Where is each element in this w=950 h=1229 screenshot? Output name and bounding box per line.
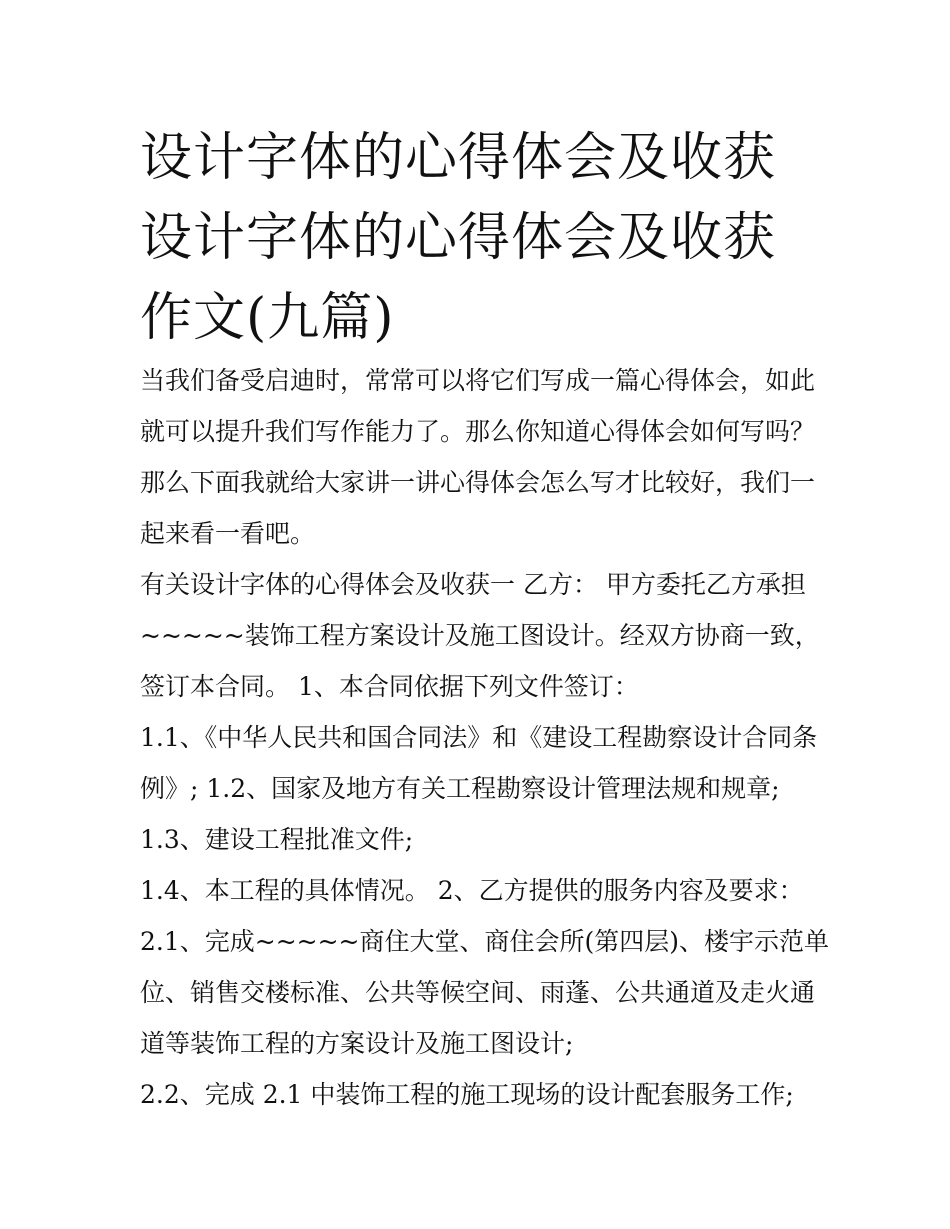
paragraph-clause-2-2: 2.2、完成 2.1 中装饰工程的施工现场的设计配套服务工作; bbox=[140, 1080, 794, 1109]
paragraph-clause-1-1: 1.1、《中华人民共和国合同法》和《建设工程勘察设计合同条例》; 1.2、国家及地方有关工程勘察设计管理法规和规章; bbox=[140, 723, 818, 803]
paragraph-clause-2-1: 2.1、完成~~~~~商住大堂、商住会所(第四层)、楼宇示范单位、销售交楼标准、公共等候空间、雨蓬、公共通道及走火通道等装饰工程的方案设计及施工图设计; bbox=[140, 927, 830, 1058]
paragraph-intro: 当我们备受启迪时，常常可以将它们写成一篇心得体会，如此就可以提升我们写作能力了。那么你知道心得体会如何写吗？那么下面我就给大家讲一讲心得体会怎么写才比较好，我们一起来看一看吧。 bbox=[140, 366, 816, 548]
document-title: 设计字体的心得体会及收获 设计字体的心得体会及收获作文(九篇) bbox=[140, 128, 777, 348]
paragraph-clause-1-4: 1.4、本工程的具体情况。 2、乙方提供的服务内容及要求： bbox=[140, 876, 804, 905]
paragraph-contract-intro: 有关设计字体的心得体会及收获一 乙方： 甲方委托乙方承担~~~~~装饰工程方案设计及施工图设计。经双方协商一致，签订本合同。 1、本合同依据下列文件签订： bbox=[140, 570, 820, 701]
document-body bbox=[140, 355, 830, 1120]
paragraph-clause-1-3: 1.3、建设工程批准文件; bbox=[140, 825, 414, 854]
